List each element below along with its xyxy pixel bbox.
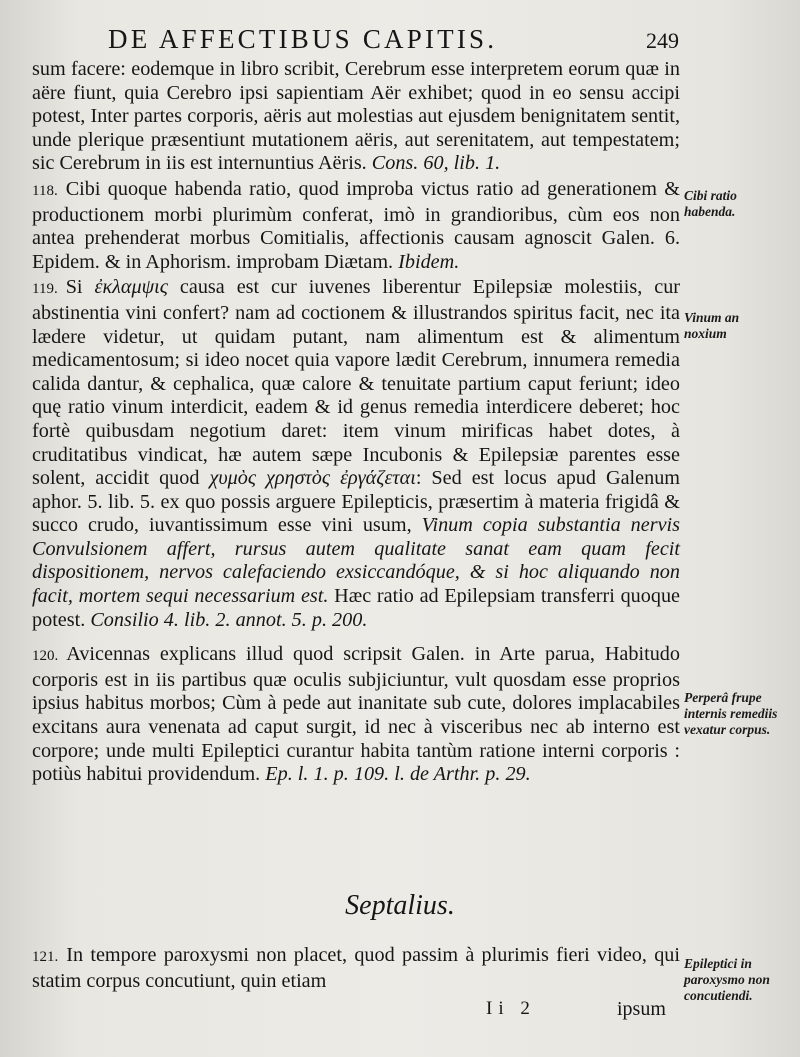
signature-mark: Ii 2 [486, 998, 536, 1019]
paragraph-text: In tempore paroxysmi non placet, quod passim à plurimis fieri video, qui statim corpus concutiunt, quin etiam [32, 944, 680, 992]
main-text [32, 58, 680, 787]
paragraph-number: 119. [32, 281, 58, 298]
reference: Ep. l. 1. p. 109. l. de Arthr. p. 29. [265, 763, 531, 786]
margin-note-cibi: Cibi ratio habenda. [684, 188, 737, 219]
paragraph-118 [32, 178, 680, 274]
paragraph-number: 118. [32, 182, 58, 199]
page-header [0, 22, 800, 58]
paragraph-text: Cibi quoque habenda ratio, quod improba victus ratio ad generationem & productionem morbi plurimùm conferat, imò in grandioribus, cùm eos non antea prehenderat morbus Comitialis, affectionis causam agnoscit Galen. 6. Epidem. & in Aphorism. improbam Diætam. [32, 177, 680, 273]
section-title: Septalius. [345, 890, 455, 921]
reference: Ibidem. [398, 250, 460, 273]
paragraph-117-continued [32, 58, 680, 176]
page-number: 249 [646, 28, 679, 53]
paragraph-119 [32, 276, 680, 632]
paragraph-text: : Sed est locus apud Galenum aphor. 5. lib. 5. ex quo possis arguere Epilepticis, præsertim à materia frigidâ & succo crudo, iuvantissimum esse vini usum, [32, 467, 680, 537]
greek-phrase: χυμὸς χρηστὸς ἐργάζεται [209, 467, 416, 490]
paragraph-number: 121. [32, 949, 59, 965]
reference: Consilio 4. lib. 2. annot. 5. p. 200. [90, 608, 368, 631]
paragraph-text: causa est cur iuvenes liberentur Epilepsiæ molestiis, cur abstinentia vini confert? nam ad coctionem & illustrandos spiritus facit, nec ita lædere videtur, ut quidam putant, nam alimentum est & alimentum medicamentosum; si ideo nocet quia vapore lædit Cerebrum, innumera remedia calida dantur, & cephalica, quæ calore & tenuitate partium caput feriunt; ideo quę ratio vinum interdicit, eadem & id genus remedia interdicere deberet; hoc fortè quibusdam negotium daret: item vinum mirificas habet dotes, à cruditatibus vindicat, hæ autem sæpe Incubonis & Epilepsiæ parentes esse solent, accidit quod [32, 276, 681, 490]
margin-note-vinum: Vinum an noxium [684, 310, 740, 341]
running-head: DE AFFECTIBUS CAPITIS. [108, 24, 498, 54]
greek-word: ἐκλαμψις [94, 276, 168, 299]
margin-note-perpera: Perperâ frupe internis remediis vexatur corpus. [684, 690, 778, 737]
paragraph-number: 120. [32, 648, 59, 665]
paragraph-120 [32, 643, 680, 787]
margin-note-epileptici: Epileptici in paroxysmo non concutiendi. [684, 956, 770, 1003]
paragraph-text: Si [65, 276, 83, 299]
reference: Cons. 60, lib. 1. [371, 152, 501, 175]
galen-quote: Vinum copia substantia nervis Convulsionem affert, rursus autem qualitate sanat eam quam fecit dispositionem, nervos calefaciendo exsiccandóque, & si hoc aliquando non facit, mortem sequi necessarium est. [32, 514, 681, 608]
paragraph-text: Avicennas explicans illud quod scripsit Galen. in Arte parua, Habitudo corporis est in iis partibus quæ oculis subjiciuntur, vult quosdam esse proprios ipsius habitus morbos; Cùm à pede aut inanitate sub cute, dolores implacabiles excitans aura venenata ad caput surgit, id nec à visceribus nec ab interno est corpore; unde multi Epileptici curantur habita tantùm ratione interni corporis : potiùs habitui providendum. [32, 643, 680, 786]
catchword: ipsum [617, 998, 666, 1020]
paragraph-text: sum facere: eodemque in libro scribit, Cerebrum esse interpretem eorum quæ in aëre fiunt, quia Cerebro ipsi sapientiam Aër exhibet; quod in eo sensu accipi potest, Inter partes corporis, aëris aut molestias aut ejusdem benignitatem sentit, unde plerique præsentiunt mutationem aëris, aut serenitatem, aut tempestatem; sic Cerebrum in iis est internuntius Aëris. [32, 58, 680, 175]
paragraph-text: Hæc ratio ad Epilepsiam transferri quoque potest. [32, 585, 681, 631]
paragraph-121 [32, 944, 680, 993]
